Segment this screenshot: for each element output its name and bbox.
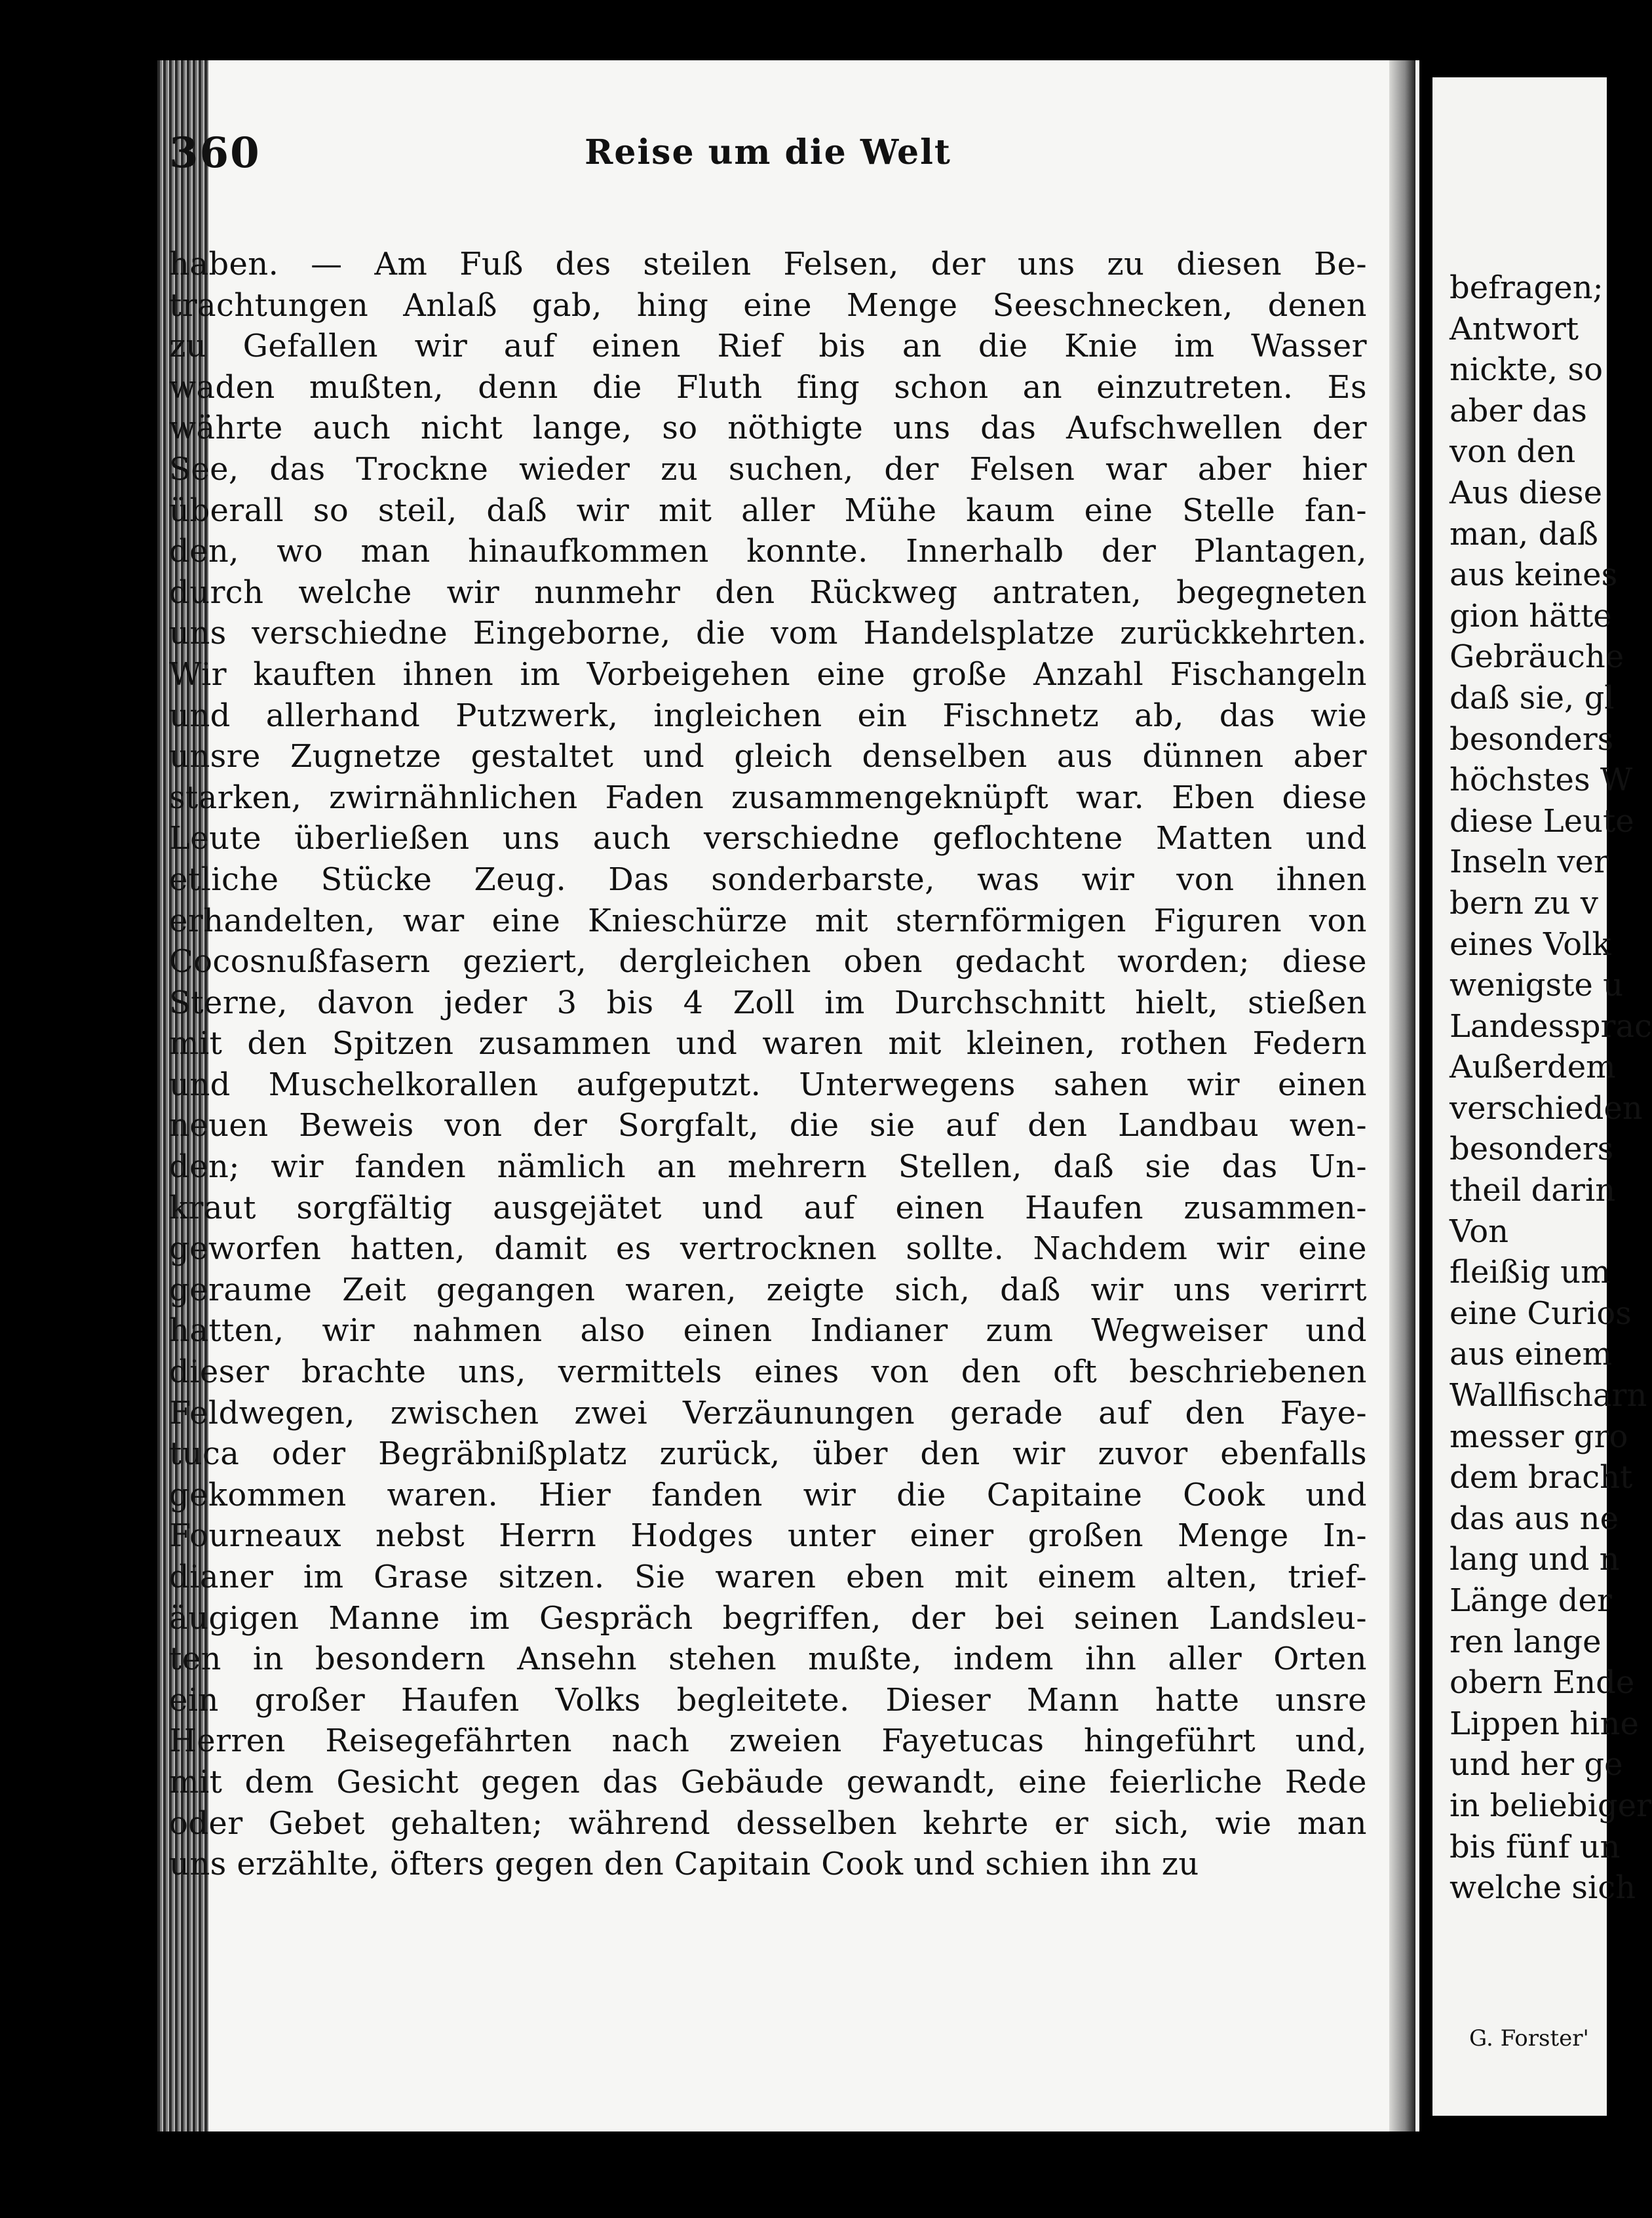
right-text-line: Aus diese	[1450, 474, 1602, 511]
text-line: Wir kauften ihnen im Vorbeigehen eine große Anzahl Fischangeln	[169, 655, 1367, 693]
text-line: dieser brachte uns, vermittels eines von den oft beschriebenen	[169, 1353, 1367, 1391]
text-line: äugigen Manne im Gespräch begriffen, der bei seinen Landsleu-	[169, 1599, 1367, 1637]
text-line: dianer im Grase sitzen. Sie waren eben mit einem alten, trief-	[169, 1559, 1367, 1595]
text-line: trachtungen Anlaß gab, hing eine Menge Seeschnecken, denen	[169, 286, 1367, 324]
right-text-line: lang und n	[1450, 1541, 1620, 1578]
text-line: uns verschiedne Eingeborne, die vom Handelsplatze zurückkehrten.	[169, 615, 1367, 652]
text-line: geworfen hatten, damit es vertrocknen sollte. Nachdem wir eine	[169, 1230, 1367, 1268]
right-text-line: Gebräuche	[1450, 638, 1624, 676]
right-text-line: messer gro	[1450, 1418, 1628, 1455]
right-text-line: Wallfischarn	[1450, 1377, 1647, 1414]
text-line: oder Gebet gehalten; während desselben kehrte er sich, wie man	[169, 1804, 1367, 1842]
right-text-line: von den	[1450, 433, 1576, 471]
page-number: 360	[169, 128, 261, 178]
right-text-line: verschieden	[1450, 1089, 1643, 1127]
text-line: zu Gefallen wir auf einen Rief bis an die Knie im Wasser	[169, 328, 1367, 365]
text-line: Leute überließen uns auch verschiedne geflochtene Matten und	[169, 820, 1367, 857]
text-line: geraume Zeit gegangen waren, zeigte sich, daß wir uns verirrt	[169, 1271, 1367, 1308]
text-line: Fourneaux nebst Herrn Hodges unter einer großen Menge In-	[169, 1517, 1367, 1555]
text-line: erhandelten, war eine Knieschürze mit sternförmigen Figuren von	[169, 902, 1367, 939]
text-line: neuen Beweis von der Sorgfalt, die sie auf den Landbau wen-	[169, 1107, 1367, 1144]
right-text-line: das aus ne	[1450, 1500, 1619, 1537]
text-line: durch welche wir nunmehr den Rückweg antraten, begegneten	[169, 574, 1367, 611]
text-line: See, das Trockne wieder zu suchen, der Felsen war aber hier	[169, 450, 1367, 488]
text-line: ein großer Haufen Volks begleitete. Dieser Mann hatte unsre	[169, 1681, 1367, 1719]
right-text-line: daß sie, gl	[1450, 679, 1615, 716]
text-line: etliche Stücke Zeug. Das sonderbarste, was wir von ihnen	[169, 861, 1367, 898]
right-text-line: man, daß	[1450, 515, 1598, 553]
text-line: Sterne, davon jeder 3 bis 4 Zoll im Durchschnitt hielt, stießen	[169, 984, 1367, 1021]
text-line: Cocosnußfasern geziert, dergleichen oben gedacht worden; diese	[169, 943, 1367, 981]
right-text-line: welche sich	[1450, 1869, 1636, 1907]
right-text-line: besonders	[1450, 720, 1614, 758]
body-text	[169, 244, 1367, 1885]
right-text-line: wenigste u	[1450, 967, 1623, 1004]
right-text-line: besonders	[1450, 1131, 1614, 1168]
right-text-line: theil darin	[1450, 1172, 1616, 1209]
right-text-line: befragen;	[1450, 269, 1604, 306]
text-line: Feldwegen, zwischen zwei Verzäunungen gerade auf den Faye-	[169, 1394, 1367, 1431]
page-header	[169, 128, 1367, 201]
text-line: ten in besondern Ansehn stehen mußte, indem ihn aller Orten	[169, 1641, 1367, 1678]
right-text-line: Außerdem	[1450, 1049, 1616, 1086]
right-text-line: Länge der	[1450, 1582, 1612, 1619]
text-line: überall so steil, daß wir mit aller Mühe kaum eine Stelle fan-	[169, 492, 1367, 529]
text-line: und allerhand Putzwerk, ingleichen ein Fischnetz ab, das wie	[169, 697, 1367, 734]
right-text-line: Antwort	[1450, 310, 1579, 347]
right-text-line: ren lange	[1450, 1623, 1602, 1660]
running-head: Reise um die Welt	[585, 132, 951, 172]
right-text-line: nickte, so	[1450, 351, 1603, 389]
text-line: den; wir fanden nämlich an mehrern Stellen, daß sie das Un-	[169, 1148, 1367, 1186]
text-line: Herren Reisegefährten nach zweien Fayetucas hingeführt und,	[169, 1722, 1367, 1760]
text-line: und Muschelkorallen aufgeputzt. Unterwegens sahen wir einen	[169, 1066, 1367, 1103]
text-line: kraut sorgfältig ausgejätet und auf einen Haufen zusammen-	[169, 1189, 1367, 1226]
right-text-line: aus einem	[1450, 1336, 1613, 1373]
right-page	[1432, 77, 1652, 2116]
right-text-line: dem bracht	[1450, 1459, 1633, 1496]
right-text-line: Von	[1450, 1213, 1509, 1250]
right-text-line: diese Leute	[1450, 802, 1634, 840]
right-text-line: in beliebiger	[1450, 1787, 1651, 1824]
right-text-line: eines Volk	[1450, 925, 1611, 963]
right-text-line: und her ge	[1450, 1746, 1623, 1783]
text-line: tuca oder Begräbnißplatz zurück, über den wir zuvor ebenfalls	[169, 1435, 1367, 1473]
right-text-line: bis fünf un	[1450, 1828, 1621, 1865]
text-line: den, wo man hinaufkommen konnte. Innerhalb der Plantagen,	[169, 533, 1367, 570]
right-page-footer: G. Forster'	[1469, 2025, 1589, 2052]
text-line: hatten, wir nahmen also einen Indianer zum Wegweiser und	[169, 1312, 1367, 1350]
text-line: unsre Zugnetze gestaltet und gleich denselben aus dünnen aber	[169, 738, 1367, 775]
right-text-line: Lippen hine	[1450, 1705, 1639, 1742]
text-line: uns erzählte, öfters gegen den Capitain Cook und schien ihn zu	[169, 1846, 1199, 1883]
right-text-line: aus keines	[1450, 556, 1618, 594]
right-page-text	[1450, 267, 1652, 1909]
right-text-line: höchstes W	[1450, 762, 1633, 799]
right-text-line: eine Curios	[1450, 1294, 1632, 1332]
right-text-line: aber das	[1450, 392, 1587, 429]
right-text-line: gion hätte	[1450, 597, 1612, 634]
right-text-line: Inseln ver	[1450, 844, 1609, 881]
text-line: mit dem Gesicht gegen das Gebäude gewandt, eine feierliche Rede	[169, 1763, 1367, 1800]
text-line: währte auch nicht lange, so nöthigte uns das Aufschwellen der	[169, 410, 1367, 447]
text-line: waden mußten, denn die Fluth fing schon an einzutreten. Es	[169, 368, 1367, 406]
text-line: mit den Spitzen zusammen und waren mit kleinen, rothen Federn	[169, 1025, 1367, 1062]
right-text-line: fleißig um	[1450, 1254, 1611, 1291]
text-line: haben. — Am Fuß des steilen Felsen, der uns zu diesen Be-	[169, 246, 1367, 282]
text-line: gekommen waren. Hier fanden wir die Capitaine Cook und	[169, 1476, 1367, 1513]
right-text-line: obern Ende	[1450, 1664, 1635, 1702]
gutter-shadow	[1389, 60, 1415, 2131]
right-text-line: bern zu v	[1450, 884, 1598, 922]
right-text-line: Landessprac	[1450, 1007, 1652, 1045]
text-line: starken, zwirnähnlichen Faden zusammengeknüpft war. Eben diese	[169, 779, 1367, 816]
